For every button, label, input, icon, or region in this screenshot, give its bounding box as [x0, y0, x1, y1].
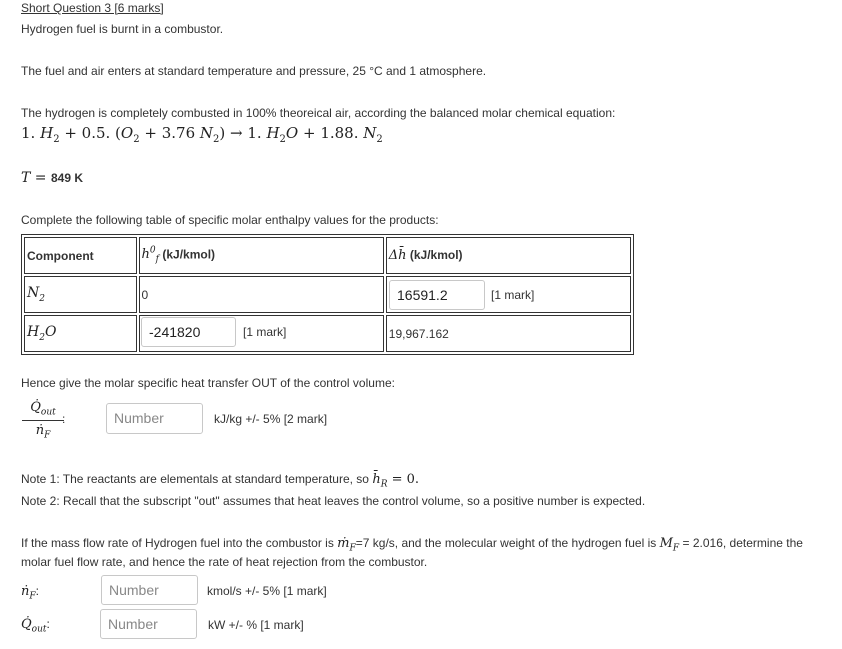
hf-symbol: $h^0_f$ [141, 246, 159, 265]
table-row [24, 315, 631, 352]
delta-h-symbol: Δh̄ [388, 248, 407, 263]
n-f-symbol: ṅ$_F$ [35, 422, 51, 441]
header-component: Component [24, 237, 137, 274]
dh-n2-input[interactable]: 16591.2 [389, 280, 485, 310]
chemical-equation: 1. $H_2 + 0.5$. ($O_2 + 3.76$ $N_2) \to 1$. $H_2O + 1.88$. $N_2$ [21, 124, 383, 145]
m-f-symbol: ṁ$_F$ [337, 536, 356, 554]
header-hf-units: (kJ/kmol) [162, 247, 216, 262]
note-1-text: Note 1: The reactants are elementals at standard temperature, so [21, 472, 369, 486]
note-2: Note 2: Recall that the subscript "out" assumes that heat leaves the control volume, so a positive number is expected. [21, 494, 646, 508]
molar-flow-input[interactable]: Number [101, 575, 198, 605]
dh-h2o-value: 19,967.162 [386, 315, 631, 352]
q-out-label: $Q̇_{out}$: [21, 617, 50, 635]
equation-intro: The hydrogen is completely combusted in 100% theoreical air, according the balanced molar chemical equation: [21, 106, 616, 120]
temperature-value: 849 K [50, 171, 84, 185]
mass-flow-line-2: molar fuel flow rate, and hence the rate of heat rejection from the combustor. [21, 555, 428, 569]
heat-units: kJ/kg +/- 5% [2 mark] [214, 412, 328, 426]
h-r-zero: = 0. [387, 472, 420, 487]
h-r-symbol: $h̄_R$ [372, 472, 388, 490]
n-f-label: ṅ$_F$: [21, 584, 39, 602]
heat-transfer-input[interactable]: Number [106, 403, 203, 434]
fraction-colon: : [62, 412, 66, 426]
q-out-symbol: $Q̇_{out}$ [22, 400, 64, 421]
mass-flow-text-c: = 2.016, determine the [682, 536, 803, 550]
molecular-weight-symbol: $M_F$ [659, 536, 680, 554]
heat-prompt: Hence give the molar specific heat transfer OUT of the control volume: [21, 376, 395, 390]
mass-flow-line-1 [21, 536, 803, 554]
hf-h2o-input[interactable]: -241820 [141, 317, 236, 347]
table-row [24, 276, 631, 313]
hf-h2o-mark: [1 mark] [243, 325, 287, 339]
temperature-symbol: T [21, 170, 31, 186]
header-formation-enthalpy [139, 237, 384, 274]
note-1 [21, 472, 419, 490]
mass-flow-text-b: =7 kg/s, and the molecular weight of the hydrogen fuel is [355, 536, 657, 550]
enthalpy-table [21, 234, 634, 355]
dh-n2-mark: [1 mark] [491, 288, 535, 302]
heat-rejection-units: kW +/- % [1 mark] [208, 618, 304, 632]
component-n2: $N_2$ [24, 276, 137, 313]
intro-text: Hydrogen fuel is burnt in a combustor. [21, 22, 224, 36]
question-title[interactable]: Short Question 3 [6 marks] [21, 1, 164, 15]
q-over-n-fraction [22, 400, 64, 440]
hf-n2-value: 0 [139, 276, 384, 313]
molar-flow-units: kmol/s +/- 5% [1 mark] [207, 584, 327, 598]
temperature-line [21, 170, 83, 186]
component-h2o: $H_2O$ [24, 315, 137, 352]
table-intro: Complete the following table of specific molar enthalpy values for the products: [21, 213, 439, 227]
header-enthalpy-change [386, 237, 631, 274]
conditions-text: The fuel and air enters at standard temperature and pressure, 25 °C and 1 atmosphere. [21, 64, 487, 78]
equals-sign: = [30, 170, 51, 186]
header-dh-units: (kJ/kmol) [409, 248, 463, 262]
heat-rejection-input[interactable]: Number [100, 609, 197, 639]
table-header-row [24, 237, 631, 274]
mass-flow-text-a: If the mass flow rate of Hydrogen fuel into the combustor is [21, 536, 334, 550]
